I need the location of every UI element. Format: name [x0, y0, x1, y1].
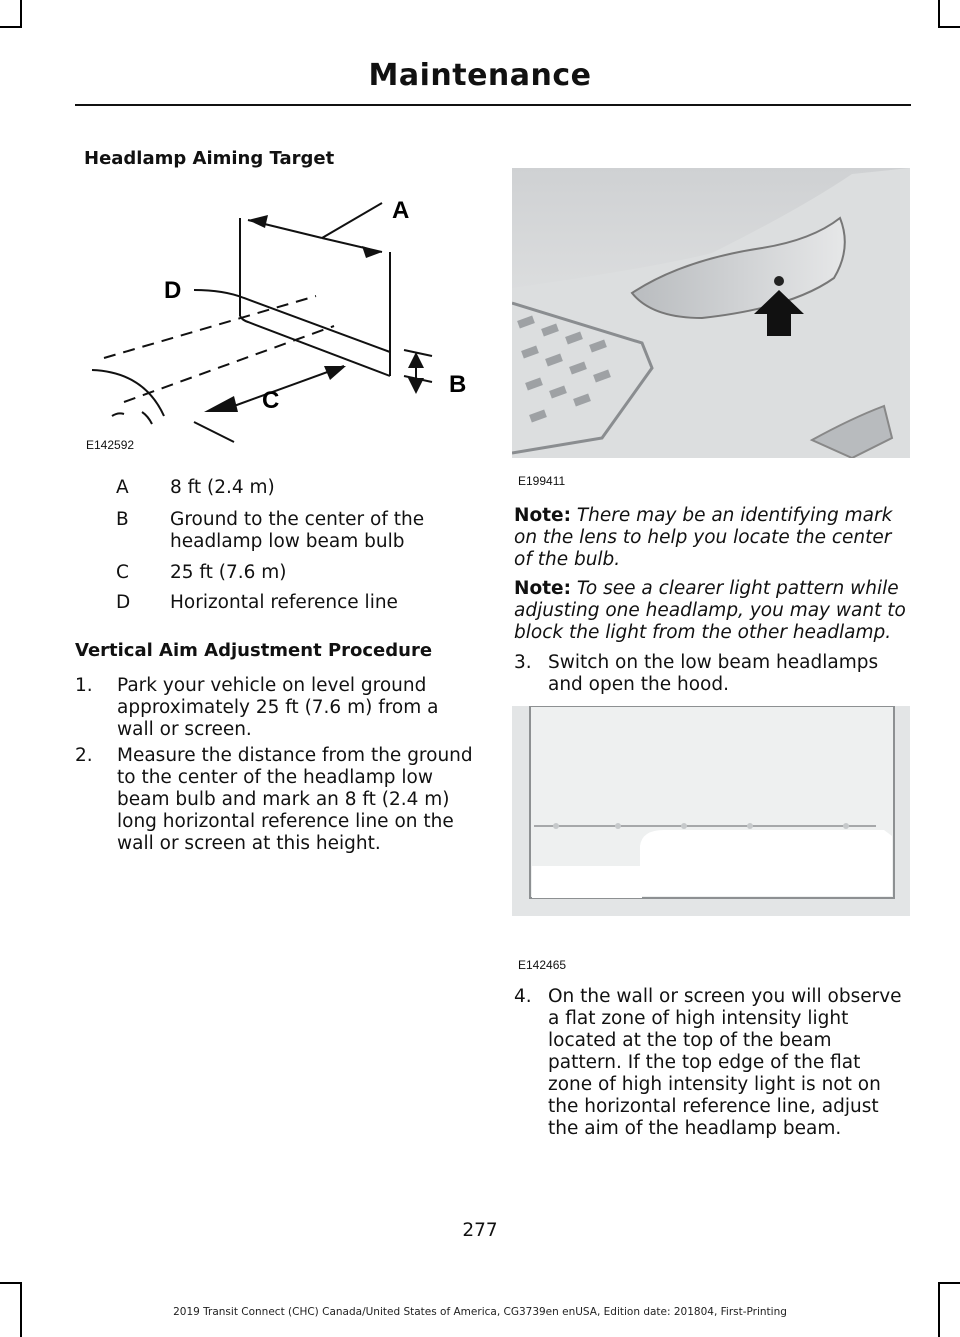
legend-key: D [116, 592, 131, 613]
crop-mark [0, 26, 22, 28]
label-b: B [449, 371, 467, 398]
step-item [75, 675, 475, 745]
crop-mark [938, 26, 960, 28]
crop-mark [938, 0, 940, 28]
legend-value: Ground to the center of the headlamp low beam bulb [170, 509, 425, 552]
note-label: Note: [514, 505, 571, 526]
crop-mark [20, 0, 22, 28]
legend-key: A [116, 477, 129, 498]
procedure-title: Vertical Aim Adjustment Procedure [75, 640, 433, 661]
footer-edition-text: 2019 Transit Connect (CHC) Canada/United States of America, CG3739en enUSA, Edition date: 201804, First-Printing [173, 1306, 787, 1318]
step-item [75, 745, 475, 855]
legend-value: 8 ft (2.4 m) [170, 477, 275, 498]
aiming-target-diagram [84, 180, 484, 460]
step-text: Switch on the low beam headlamps and open the hood. [548, 652, 879, 695]
step-number: 3. [514, 652, 532, 673]
note [514, 578, 910, 644]
crop-mark [0, 1282, 22, 1284]
figure-code: E142465 [518, 958, 567, 972]
legend-key: C [116, 562, 129, 583]
step-number: 4. [514, 986, 532, 1007]
page-title: Maintenance [368, 58, 592, 93]
note [514, 505, 910, 571]
beam-pattern-diagram [512, 706, 910, 916]
step-text: Measure the distance from the ground to the center of the headlamp low beam bulb and mark an 8 ft (2.4 m) long horizontal reference line on the wall or screen at this height. [117, 745, 473, 854]
step-text: On the wall or screen you will observe a flat zone of high intensity light located at the top of the beam pattern. If the top edge of the flat zone of high intensity light is not on the horizontal reference line, adjust the aim of the headlamp beam. [548, 986, 902, 1139]
note-text: There may be an identifying mark on the lens to help you locate the center of the bulb. [514, 505, 893, 570]
label-a: A [392, 197, 410, 224]
headlamp-illustration [512, 168, 910, 458]
figure-code: E199411 [518, 474, 566, 488]
note-label: Note: [514, 578, 571, 599]
legend-key: B [116, 509, 129, 530]
figure-code: E142592 [86, 438, 135, 452]
step-number: 1. [75, 675, 93, 696]
step-item [514, 986, 910, 1139]
beam-pattern-figure [512, 706, 910, 976]
step-number: 2. [75, 745, 93, 766]
step-item [514, 652, 910, 702]
legend-value: Horizontal reference line [170, 592, 398, 613]
header-divider [75, 104, 911, 106]
aiming-target-figure [84, 180, 484, 460]
label-c: C [262, 387, 280, 414]
note-text: To see a clearer light pattern while adjusting one headlamp, you may want to block the light from the other headlamp. [514, 578, 906, 643]
section-title: Headlamp Aiming Target [84, 148, 335, 169]
label-d: D [164, 277, 182, 304]
legend-value: 25 ft (7.6 m) [170, 562, 287, 583]
headlamp-figure [512, 168, 910, 492]
crop-mark [938, 1282, 960, 1284]
step-text: Park your vehicle on level ground approximately 25 ft (7.6 m) from a wall or screen. [117, 675, 439, 740]
page-number: 277 [462, 1220, 498, 1241]
